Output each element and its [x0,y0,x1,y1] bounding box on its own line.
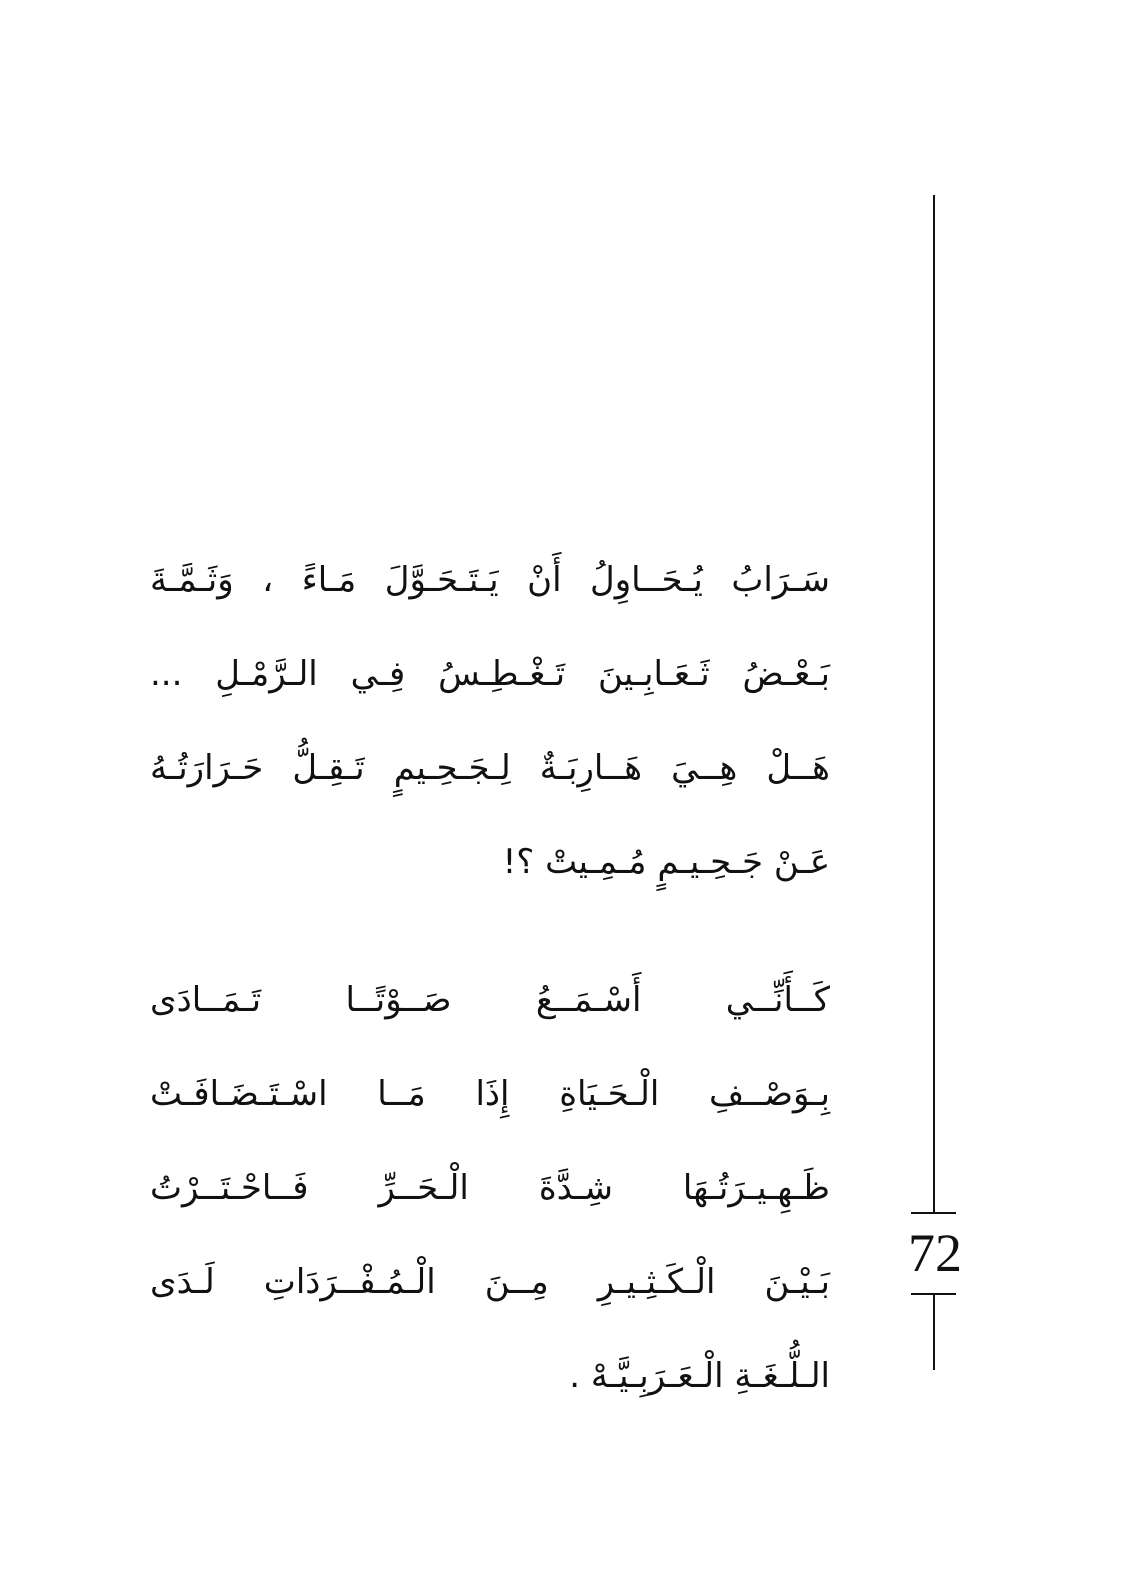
page-number: 72 [908,1223,962,1283]
verse-line: بَـيْـنَ الْـكَـثِـيـرِ مِــنَ الْـمُـفْــرَدَاتِ لَـدَى [150,1262,830,1302]
margin-rule-bottom [933,1293,935,1370]
verse-line: عَـنْ جَـحِـيـمٍ مُـمِـيتْ ؟! [502,842,830,882]
verse-line: سَـرَابُ يُـحَــاوِلُ أَنْ يَـتَـحَـوَّلَ مَـاءً ، وَثَـمَّـةَ [150,560,830,600]
verse-line: ظَـهِـيـرَتُـهَا شِـدَّةَ الْـحَــرِّ فَــاحْـتَــرْتُ [150,1168,830,1208]
stanza-2 [150,968,830,1438]
margin-rule-top [933,195,935,1212]
verse-line: الـلُّـغَـةِ الْـعَـرَبِـيَّـهْ . [569,1356,830,1396]
page-number-tick-top [911,1212,956,1214]
verse-line: كَــأَنِّــي أَسْـمَــعُ صَــوْتًــا تَـمَــادَى [150,980,830,1020]
verse-line: هَــلْ هِــيَ هَــارِبَـةٌ لِـجَـحِـيمٍ تَـقِـلُّ حَـرَارَتُـهُ [150,748,830,788]
verse-line: بَـعْـضُ ثَـعَـابِـينَ تَـغْـطِـسُ فِـي الـرَّمْـلِ ... [150,654,830,694]
stanza-1 [150,548,830,924]
verse-line: بِـوَصْــفِ الْـحَـيَاةِ إِذَا مَــا اسْـتَـضَـافَـتْ [150,1074,830,1114]
